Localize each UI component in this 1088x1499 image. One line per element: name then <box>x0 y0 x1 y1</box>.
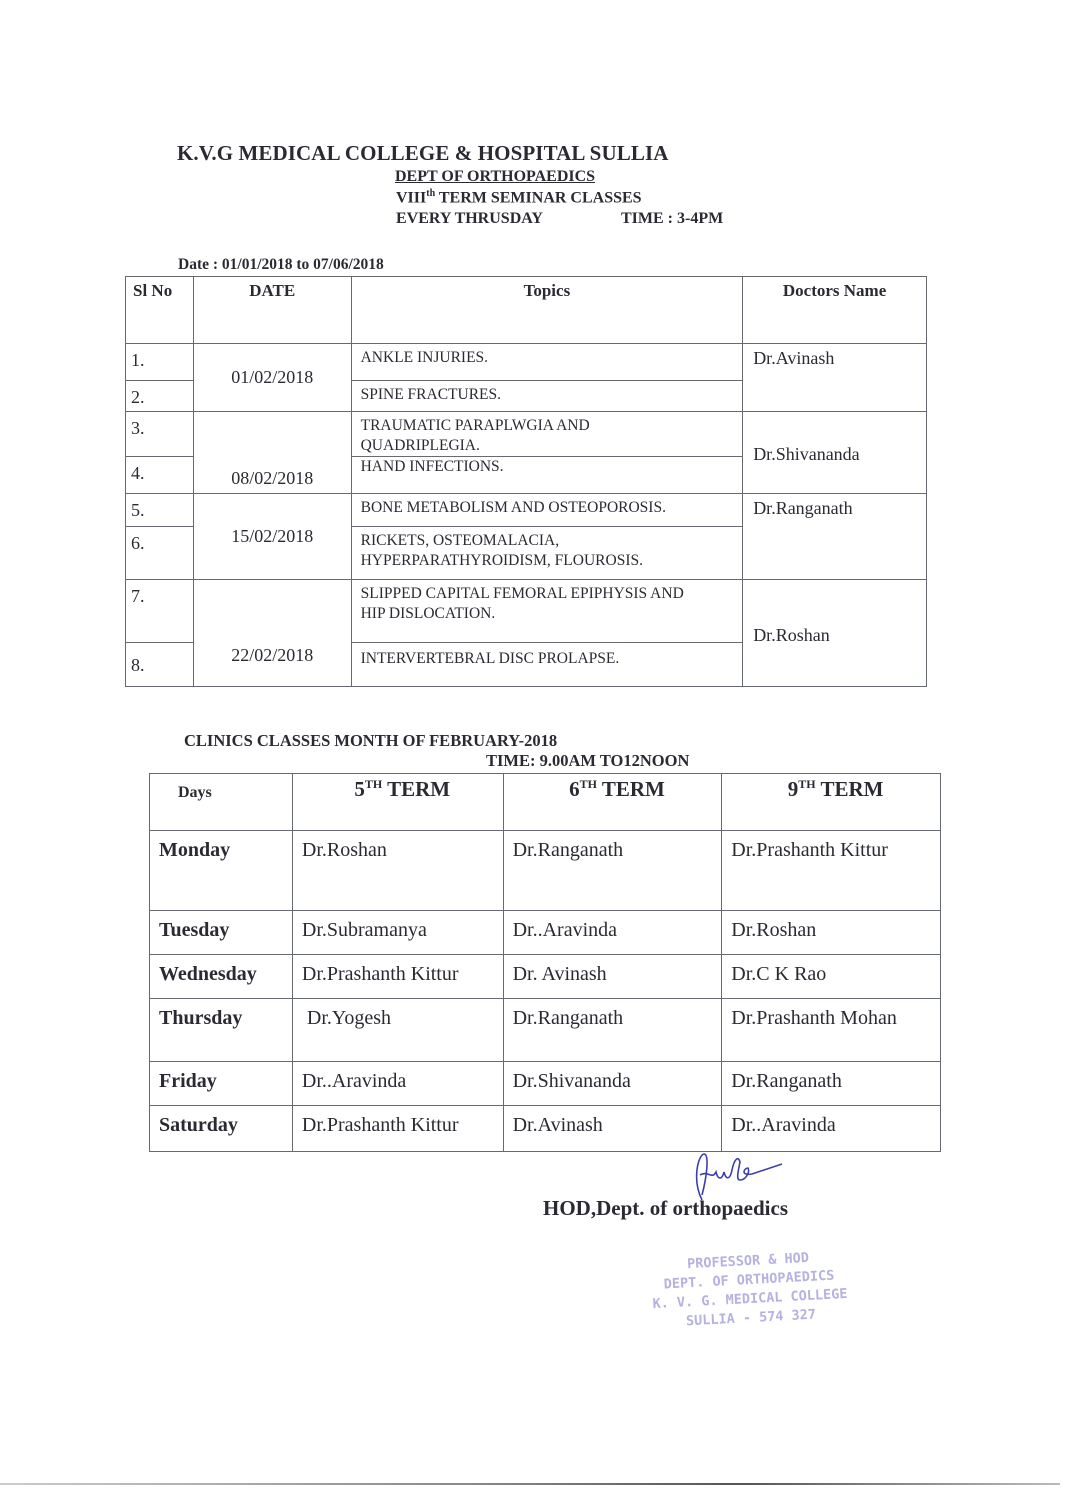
term-sup: TH <box>364 777 383 791</box>
clinics-row <box>150 831 941 911</box>
clinics-row <box>150 999 941 1062</box>
day-name: Wednesday <box>150 955 293 999</box>
sl-no: 2. <box>126 381 194 412</box>
topic: HAND INFECTIONS. <box>351 457 743 494</box>
term-label: TERM <box>387 777 451 801</box>
clinics-row <box>150 911 941 955</box>
sl-no: 6. <box>126 527 194 580</box>
term-label: TERM <box>820 777 884 801</box>
topic: INTERVERTEBRAL DISC PROLAPSE. <box>351 643 743 687</box>
term-5-doctor: Dr..Aravinda <box>292 1062 503 1106</box>
header-date: DATE <box>193 277 351 344</box>
seminar-date: 08/02/2018 <box>193 412 351 494</box>
institution-title: K.V.G MEDICAL COLLEGE & HOSPITAL SULLIA <box>177 141 669 165</box>
seminar-title-text: TERM SEMINAR CLASSES <box>438 189 642 207</box>
term-6-doctor: Dr.Ranganath <box>503 999 722 1062</box>
topic: ANKLE INJURIES. <box>351 344 743 381</box>
term-sup: TH <box>798 777 816 791</box>
term-6-doctor: Dr.Ranganath <box>503 831 722 911</box>
day-name: Monday <box>150 831 293 911</box>
hod-designation: HOD,Dept. of orthopaedics <box>543 1196 788 1220</box>
table-row <box>126 344 927 381</box>
clinics-title: CLINICS CLASSES MONTH OF FEBRUARY-2018 <box>184 731 558 750</box>
seminar-term-sup: th <box>426 188 436 199</box>
seminar-term: VIII <box>396 189 427 207</box>
header-doctors: Doctors Name <box>743 277 927 344</box>
clinics-header-row <box>150 774 941 831</box>
schedule-time: TIME : 3-4PM <box>621 210 724 227</box>
term-9-doctor: Dr..Aravinda <box>722 1106 941 1152</box>
term-number: 5 <box>354 777 365 801</box>
term-5-doctor: Dr.Roshan <box>292 831 503 911</box>
term-5-doctor: Dr.Prashanth Kittur <box>292 1106 503 1152</box>
term-6-doctor: Dr.Shivananda <box>503 1062 722 1106</box>
seminar-date: 01/02/2018 <box>193 344 351 412</box>
sl-no: 1. <box>126 344 194 381</box>
term-6-doctor: Dr. Avinash <box>503 955 722 999</box>
header-term-9 <box>722 774 941 831</box>
term-6-doctor: Dr.Avinash <box>503 1106 722 1152</box>
term-number: 9 <box>787 777 799 801</box>
stamp-line: K. V. G. MEDICAL COLLEGE <box>652 1285 848 1313</box>
header-term-5 <box>292 774 503 831</box>
table-row <box>126 580 927 643</box>
term-9-doctor: Dr.Roshan <box>722 911 941 955</box>
stamp-line: SULLIA - 574 327 <box>685 1306 817 1330</box>
topic: RICKETS, OSTEOMALACIA, HYPERPARATHYROIDISM, FLOUROSIS. <box>351 527 743 580</box>
schedule-day: EVERY THRUSDAY <box>396 210 543 227</box>
sl-no: 5. <box>126 494 194 527</box>
header-sl-no: Sl No <box>126 277 194 344</box>
term-5-doctor: Dr.Prashanth Kittur <box>292 955 503 999</box>
clinics-row <box>150 1062 941 1106</box>
term-9-doctor: Dr.Ranganath <box>722 1062 941 1106</box>
seminar-title <box>396 188 642 207</box>
term-5-doctor: Dr.Subramanya <box>292 911 503 955</box>
seminar-table <box>125 276 927 687</box>
doctor-name: Dr.Ranganath <box>743 494 927 580</box>
doctor-name: Dr.Roshan <box>743 580 927 687</box>
term-5-doctor: Dr.Yogesh <box>292 999 503 1062</box>
clinics-table <box>149 773 941 1152</box>
clinics-row <box>150 955 941 999</box>
sl-no: 4. <box>126 457 194 494</box>
topic: TRAUMATIC PARAPLWGIA AND QUADRIPLEGIA. <box>351 412 743 457</box>
term-sup: TH <box>579 777 597 791</box>
seminar-date: 22/02/2018 <box>193 580 351 687</box>
department-title: DEPT OF ORTHOPAEDICS <box>395 168 596 185</box>
term-6-doctor: Dr..Aravinda <box>503 911 722 955</box>
header-topics: Topics <box>351 277 743 344</box>
official-stamp <box>650 1247 849 1333</box>
table-row <box>126 412 927 457</box>
scan-edge-line <box>0 1483 1060 1485</box>
term-label: TERM <box>601 777 665 801</box>
doctor-name: Dr.Shivananda <box>743 412 927 494</box>
header-days: Days <box>150 774 293 831</box>
day-name: Thursday <box>150 999 293 1062</box>
stamp-line: DEPT. OF ORTHOPAEDICS <box>663 1267 835 1293</box>
seminar-date: 15/02/2018 <box>193 494 351 580</box>
topic: BONE METABOLISM AND OSTEOPOROSIS. <box>351 494 743 527</box>
term-9-doctor: Dr.Prashanth Mohan <box>722 999 941 1062</box>
sl-no: 7. <box>126 580 194 643</box>
day-name: Tuesday <box>150 911 293 955</box>
term-9-doctor: Dr.C K Rao <box>722 955 941 999</box>
date-range: Date : 01/01/2018 to 07/06/2018 <box>178 256 384 273</box>
header-term-6 <box>503 774 722 831</box>
seminar-header-row <box>126 277 927 344</box>
term-9-doctor: Dr.Prashanth Kittur <box>722 831 941 911</box>
sl-no: 8. <box>126 643 194 687</box>
stamp-line: PROFESSOR & HOD <box>686 1249 810 1273</box>
term-number: 6 <box>569 777 580 801</box>
clinics-row <box>150 1106 941 1152</box>
sl-no: 3. <box>126 412 194 457</box>
table-row <box>126 494 927 527</box>
day-name: Saturday <box>150 1106 293 1152</box>
day-name: Friday <box>150 1062 293 1106</box>
doctor-name: Dr.Avinash <box>743 344 927 412</box>
topic: SLIPPED CAPITAL FEMORAL EPIPHYSIS AND HIP DISLOCATION. <box>351 580 743 643</box>
topic: SPINE FRACTURES. <box>351 381 743 412</box>
clinics-time: TIME: 9.00AM TO12NOON <box>486 751 690 770</box>
